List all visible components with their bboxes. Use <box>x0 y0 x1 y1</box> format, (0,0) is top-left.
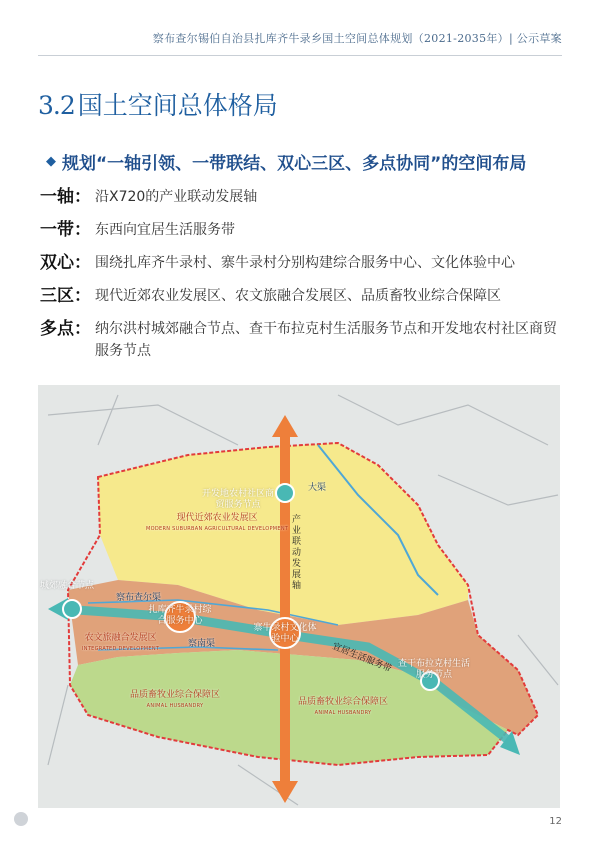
page-number: 12 <box>549 816 562 827</box>
zone-north-name: 现代近郊农业发展区 <box>176 513 258 523</box>
list-item <box>40 252 560 274</box>
zone-se-label <box>298 697 388 719</box>
list-item <box>40 219 560 241</box>
item-key: 双心： <box>40 253 91 273</box>
service-belt-label: 宜居生活服务带 <box>330 641 393 675</box>
item-key: 一带： <box>40 220 91 240</box>
item-value: 沿X720的产业联动发展轴 <box>95 189 258 205</box>
canal-west-label: 察布查尔渠 <box>116 593 162 603</box>
canal-north-label: 大渠 <box>308 483 327 493</box>
item-value: 围绕扎库齐牛录村、寨牛录村分别构建综合服务中心、文化体验中心 <box>95 255 515 271</box>
zone-se-name: 品质畜牧业综合保障区 <box>298 697 389 707</box>
node-north <box>276 484 294 502</box>
zone-north-en: MODERN SUBURBAN AGRICULTURAL DEVELOPMENT <box>146 526 289 532</box>
section-heading: 国土空间总体格局 <box>77 91 278 120</box>
spatial-layout-map <box>38 385 560 808</box>
item-value: 纳尔洪村城郊融合节点、查干布拉克村生活服务节点和开发地农村社区商贸服务节点 <box>95 321 557 359</box>
zone-sw-label <box>130 690 220 712</box>
page-dot-decoration <box>14 812 28 826</box>
document-header: 察布查尔锡伯自治县扎库齐牛录乡国土空间总体规划（2021-2035年）| 公示草案 <box>152 32 562 45</box>
layout-items-list <box>40 186 560 373</box>
node-north-label: 开发地农村社区商贸服务节点 <box>201 489 274 510</box>
section-subtitle <box>46 149 526 174</box>
zone-central-en: INTEGRATED DEVELOPMENT <box>82 646 160 652</box>
node-west <box>63 600 81 618</box>
industry-axis-label: 产业联动发展轴 <box>291 515 301 591</box>
section-number: 3.2 <box>38 91 75 120</box>
node-center2-label: 寨牛录村文化体验中心 <box>253 623 317 644</box>
zone-se-en: ANIMAL HUSBANDRY <box>314 710 372 716</box>
list-item <box>40 186 560 208</box>
node-west-label: 城郊融合节点 <box>40 581 95 591</box>
node-east-label: 查干布拉克村生活服务节点 <box>398 659 471 680</box>
axis-arrow-south <box>272 781 298 803</box>
item-key: 三区： <box>40 286 91 306</box>
list-item <box>40 318 560 362</box>
zone-central-label <box>82 633 159 655</box>
zone-sw-en: ANIMAL HUSBANDRY <box>146 703 204 709</box>
section-title <box>38 86 278 122</box>
header-divider <box>38 55 562 56</box>
diamond-icon: ◆ <box>46 154 56 169</box>
axis-arrow-north <box>272 415 298 437</box>
item-key: 一轴： <box>40 187 91 207</box>
item-value: 东西向宜居生活服务带 <box>95 222 235 238</box>
list-item <box>40 285 560 307</box>
subtitle-text: 规划“一轴引领、一带联结、双心三区、多点协同”的空间布局 <box>62 154 527 174</box>
canal-south-label: 察南渠 <box>188 639 216 649</box>
node-center1-label: 扎库齐牛录村综合服务中心 <box>148 605 212 626</box>
zone-north-label <box>146 513 288 535</box>
item-key: 多点： <box>40 319 91 339</box>
zone-central-name: 农文旅融合发展区 <box>84 633 157 643</box>
item-value: 现代近郊农业发展区、农文旅融合发展区、品质畜牧业综合保障区 <box>95 288 501 304</box>
zone-sw-name: 品质畜牧业综合保障区 <box>130 690 221 700</box>
